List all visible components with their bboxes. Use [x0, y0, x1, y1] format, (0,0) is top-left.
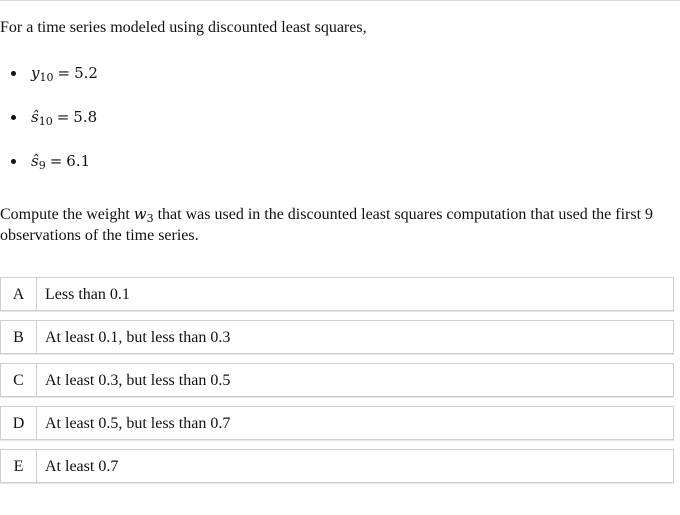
option-letter: C [1, 364, 37, 396]
option-letter: B [1, 321, 37, 353]
math-subscript: 10 [38, 115, 53, 128]
given-value-y10 [0, 62, 680, 106]
math-operator: = [56, 108, 70, 126]
math-subscript: 9 [38, 159, 46, 172]
question-text-before: Compute the weight [0, 206, 134, 223]
math-value: 5.8 [73, 108, 98, 126]
option-text: At least 0.3, but less than 0.5 [45, 372, 231, 389]
answer-option-e[interactable] [0, 449, 674, 483]
math-operator: = [57, 64, 71, 82]
bullet-icon [11, 115, 16, 120]
math-variable: ŝ [31, 108, 39, 126]
math-expression [31, 150, 90, 174]
given-value-s9-hat [0, 150, 680, 194]
math-variable: y [31, 64, 40, 82]
math-variable-weight: w [133, 205, 147, 223]
question-intro: For a time series modeled using discounted least squares, [0, 19, 367, 36]
top-divider [0, 0, 680, 1]
math-expression [31, 106, 97, 130]
option-text: At least 0.7 [45, 458, 119, 475]
option-letter: D [1, 407, 37, 439]
question-text [0, 204, 672, 246]
math-operator: = [49, 152, 63, 170]
option-text: At least 0.1, but less than 0.3 [45, 329, 231, 346]
answer-option-b[interactable] [0, 320, 674, 354]
math-expression [31, 62, 98, 86]
bullet-icon [11, 159, 16, 164]
given-value-s10-hat [0, 106, 680, 150]
answer-option-a[interactable] [0, 277, 674, 311]
answer-options [0, 277, 676, 492]
given-values-list [0, 62, 680, 194]
answer-option-d[interactable] [0, 406, 674, 440]
math-subscript: 3 [146, 212, 154, 225]
math-value: 6.1 [66, 152, 91, 170]
option-text: At least 0.5, but less than 0.7 [45, 415, 231, 432]
option-letter: A [1, 278, 37, 310]
option-text: Less than 0.1 [45, 286, 130, 303]
question-text-after: that was used in the discounted least squares computation that used the first 9 observations of the time series. [0, 206, 654, 244]
option-letter: E [1, 450, 37, 482]
bullet-icon [11, 71, 16, 76]
answer-option-c[interactable] [0, 363, 674, 397]
math-value: 5.2 [74, 64, 98, 82]
math-variable: ŝ [31, 152, 39, 170]
math-subscript: 10 [39, 71, 54, 84]
